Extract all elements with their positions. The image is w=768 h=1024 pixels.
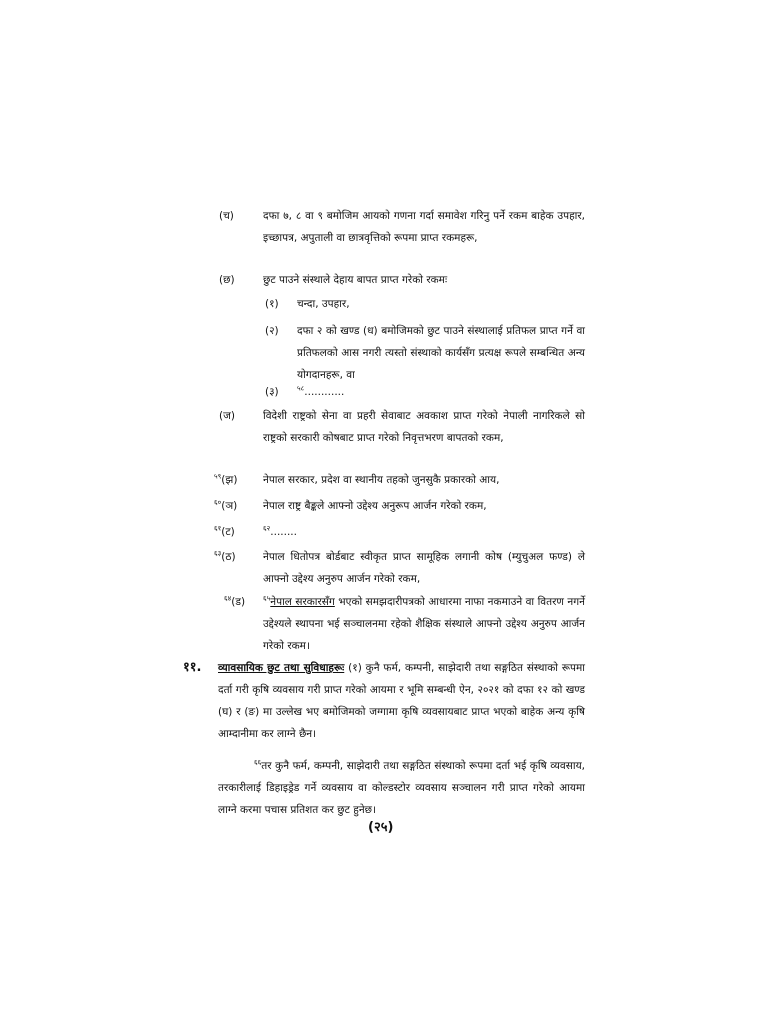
- section-number: ११.: [183, 660, 202, 675]
- clause-ja-text: विदेशी राष्ट्रको सेना वा प्रहरी सेवाबाट अवकाश प्राप्त गरेको नेपाली नागरिकले सो राष्ट्रको सरकारी कोषबाट प्राप्त गरेको निवृत्तभरण बापतको रकम,: [263, 410, 585, 444]
- footnote-marker: ६४: [224, 594, 232, 603]
- page-number: (२५): [368, 820, 394, 835]
- footnote-marker: ५९: [214, 472, 222, 481]
- omitted-dots: ........: [270, 526, 297, 538]
- clause-yna-text: नेपाल राष्ट्र बैङ्कले आफ्नो उद्देश्य अनुरूप आर्जन गरेको रकम,: [263, 500, 487, 512]
- clause-cha-text: दफा ७, ८ वा ९ बमोजिम आयको गणना गर्दा समावेश गरिनु पर्ने रकम बाहेक उपहार, इच्छापत्र, अपुताली वा छात्रवृत्तिको रूपमा प्राप्त रकमहरू,: [263, 210, 585, 244]
- subclause-1-label: (१): [265, 298, 279, 310]
- subclause-1-text: चन्दा, उपहार,: [297, 298, 350, 310]
- omitted-dots: ............: [304, 386, 345, 398]
- clause-ta-label: $^{६१}$(ट): [214, 524, 235, 538]
- section-para-1: [218, 657, 585, 745]
- clause-jha-label: $^{५९}$(झ): [214, 472, 238, 486]
- clause-yna-label: $^{६०}$(ञ): [214, 498, 238, 512]
- subclause-2-label: (२): [265, 325, 279, 337]
- clause-jha-text: नेपाल सरकार, प्रदेश वा स्थानीय तहको जुनसुकै प्रकारको आय,: [263, 474, 500, 486]
- section-title: व्यावसायिक छुट तथा सुविधाहरूः: [218, 662, 345, 674]
- underlined-phrase: नेपाल सरकारसँग: [270, 596, 335, 608]
- footnote-marker: ६६: [254, 758, 262, 767]
- subclause-3-label: (३): [265, 386, 279, 398]
- clause-chha-label: (छ): [219, 274, 235, 286]
- subclause-2-text: दफा २ को खण्ड (ध) बमोजिमको छुट पाउने संस्थालाई प्रतिफल प्राप्त गर्ने वा प्रतिफलको आस नगरी त्यस्तो संस्थाको कार्यसँग प्रत्यक्ष रूपले सम्बन्धित अन्य योगदानहरू, वा: [297, 325, 585, 381]
- section-para-1-text: (१) कुनै फर्म, कम्पनी, साझेदारी तथा सङ्गठित संस्थाको रूपमा दर्ता गरी कृषि व्यवसाय गरी प्राप्त गरेको आयमा र भूमि सम्बन्धी ऐन, २०२१ को दफा १२ को खण्ड (घ) र (ङ) मा उल्लेख भए बमोजिमको जग्गामा कृषि व्यवसायबाट प्राप्त भएको बाहेक अन्य कृषि आम्दानीमा कर लाग्ने छैन।: [218, 662, 585, 740]
- clause-ta-text: [263, 521, 463, 543]
- subclause-3-text: [297, 381, 497, 403]
- clause-ja-label: (ज): [219, 410, 235, 422]
- footnote-marker: ५८: [297, 384, 305, 393]
- clause-cha-label: (च): [219, 210, 234, 222]
- footnote-marker: ६२: [263, 524, 271, 533]
- footnote-marker: ६१: [214, 524, 222, 533]
- footnote-marker: ६५: [263, 594, 271, 603]
- section-para-2: [218, 755, 585, 821]
- clause-tha-label: $^{६३}$(ठ): [214, 549, 236, 563]
- section-para-2-text: तर कुनै फर्म, कम्पनी, साझेदारी तथा सङ्गठित संस्थाको रूपमा दर्ता भई कृषि व्यवसाय, तरकारीलाई डिहाइड्रेड गर्ने व्यवसाय वा कोल्डस्टोर व्यवसाय सञ्चालन गरी प्राप्त गरेको आयमा लाग्ने करमा पचास प्रतिशत कर छुट हुनेछ।: [218, 760, 585, 816]
- clause-chha-text: छुट पाउने संस्थाले देहाय बापत प्राप्त गरेको रकमः: [263, 274, 448, 286]
- footnote-marker: ६३: [214, 549, 222, 558]
- clause-da-label: $^{६४}$(ड): [224, 594, 246, 608]
- footnote-marker: ६०: [214, 498, 222, 507]
- clause-da-text: $^{६५}$नेपाल सरकारसँग भएको समझदारीपत्रको आधारमा नाफा नकमाउने वा वितरण नगर्ने उद्देश्यले स्थापना भई सञ्चालनमा रहेको शैक्षिक संस्थाले आफ्नो उद्देश्य अनुरुप आर्जन गरेको रकम।: [263, 594, 585, 652]
- clause-tha-text: नेपाल धितोपत्र बोर्डबाट स्वीकृत प्राप्त सामूहिक लगानी कोष (म्युचुअल फण्ड) ले आफ्नो उद्देश्य अनुरुप आर्जन गरेको रकम,: [263, 551, 585, 585]
